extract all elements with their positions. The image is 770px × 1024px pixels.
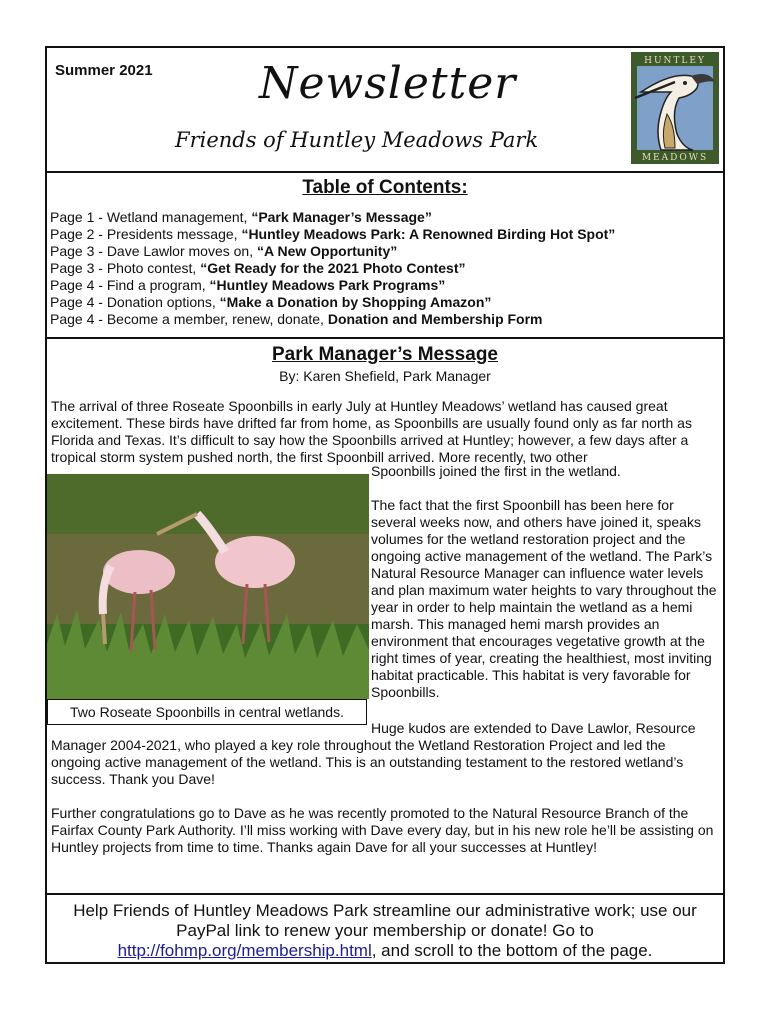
toc-item-title: “Huntley Meadows Park Programs” xyxy=(209,277,446,293)
toc-item-title: “Park Manager’s Message” xyxy=(251,209,432,225)
toc-item-prefix: Page 1 - Wetland management, xyxy=(50,209,252,225)
spoonbills-photo xyxy=(47,474,369,699)
article-title: Park Manager’s Message xyxy=(271,344,498,365)
toc-item-title: “Huntley Meadows Park: A Renowned Birding Hot Spot” xyxy=(241,226,616,242)
membership-callout xyxy=(47,893,723,962)
article-paragraph: The arrival of three Roseate Spoonbills in early July at Huntley Meadows’ wetland has caused great excitement. These birds have drifted far from home, as Spoonbills are usually found only as far north as Florida and Texas. It’s difficult to say how the Spoonbills arrived at Huntley; however, a few days after a tropical storm system pushed north, the first Spoonbill arrived. More recently, two other xyxy=(51,398,692,465)
article-paragraph: Huge kudos are extended to Dave Lawlor, Resource xyxy=(371,720,696,736)
article-paragraph: Further congratulations go to Dave as he was recently promoted to the Natural Resource Branch of the Fairfax County Park Authority. I’ll miss working with Dave every day, but in his new role he’ll be assisting on Huntley projects from time to time. Thanks again Dave for all your successes at Huntley! xyxy=(51,805,714,855)
article-byline: By: Karen Shefield, Park Manager xyxy=(279,368,491,384)
toc-title: Table of Contents: xyxy=(302,177,468,198)
photo-figure xyxy=(47,474,369,729)
toc-item-prefix: Page 2 - Presidents message, xyxy=(50,226,242,242)
callout-text: Help Friends of Huntley Meadows Park streamline our administrative work; use our PayPal link to renew your membership or donate! Go to xyxy=(73,901,697,940)
article-paragraph: Spoonbills joined the first in the wetland. xyxy=(371,463,621,479)
table-of-contents xyxy=(47,171,723,339)
article-lower-text xyxy=(51,720,717,873)
newsletter-subtitle: Friends of Huntley Meadows Park xyxy=(175,128,539,152)
membership-link[interactable]: http://fohmp.org/membership.html xyxy=(117,941,372,960)
heron-logo xyxy=(631,52,719,164)
toc-item xyxy=(50,294,723,311)
logo-bottom-text: MEADOWS xyxy=(641,153,709,163)
park-manager-article xyxy=(47,339,723,894)
toc-item xyxy=(50,311,723,328)
newsletter-frame xyxy=(45,46,725,964)
toc-item xyxy=(50,243,723,260)
toc-item-prefix: Page 4 - Find a program, xyxy=(50,277,210,293)
toc-item-title: Donation and Membership Form xyxy=(327,311,543,327)
toc-item xyxy=(50,209,723,226)
article-paragraph: Manager 2004-2021, who played a key role throughout the Wetland Restoration Project and led the ongoing active management of the wetland. This is an outstanding testament to the restored wetland’s success. Thank you Dave! xyxy=(51,737,684,787)
toc-item-prefix: Page 3 - Photo contest, xyxy=(50,260,201,276)
toc-item-title: “Make a Donation by Shopping Amazon” xyxy=(219,294,492,310)
toc-item-prefix: Page 4 - Donation options, xyxy=(50,294,220,310)
toc-item-prefix: Page 3 - Dave Lawlor moves on, xyxy=(50,243,257,259)
logo-top-text: HUNTLEY xyxy=(644,56,706,66)
article-paragraph: The fact that the first Spoonbill has been here for several weeks now, and others have joined it, speaks volumes for the wetland restoration project and the ongoing active management of the wetland. The Park’s Natural Resource Manager can influence water levels and plan maximum water heights to vary throughout the year in order to help maintain the wetland as a hemi marsh. This managed hemi marsh provides an environment that encourages vegetative growth at the right times of year, creating the healthiest, most inviting habitat practicable. This habitat is very favorable for Spoonbills. xyxy=(371,497,717,700)
toc-item xyxy=(50,277,723,294)
photo-caption: Two Roseate Spoonbills in central wetlands. xyxy=(47,699,367,725)
toc-item xyxy=(50,260,723,277)
issue-date: Summer 2021 xyxy=(55,62,153,79)
toc-item-title: “Get Ready for the 2021 Photo Contest” xyxy=(200,260,466,276)
newsletter-header xyxy=(47,48,723,173)
toc-list xyxy=(50,209,723,328)
article-right-column xyxy=(371,463,721,718)
callout-text-end: , and scroll to the bottom of the page. xyxy=(371,941,653,960)
toc-item-prefix: Page 4 - Become a member, renew, donate, xyxy=(50,311,328,327)
newsletter-title: Newsletter xyxy=(259,58,517,109)
toc-item-title: “A New Opportunity” xyxy=(257,243,398,259)
toc-item xyxy=(50,226,723,243)
